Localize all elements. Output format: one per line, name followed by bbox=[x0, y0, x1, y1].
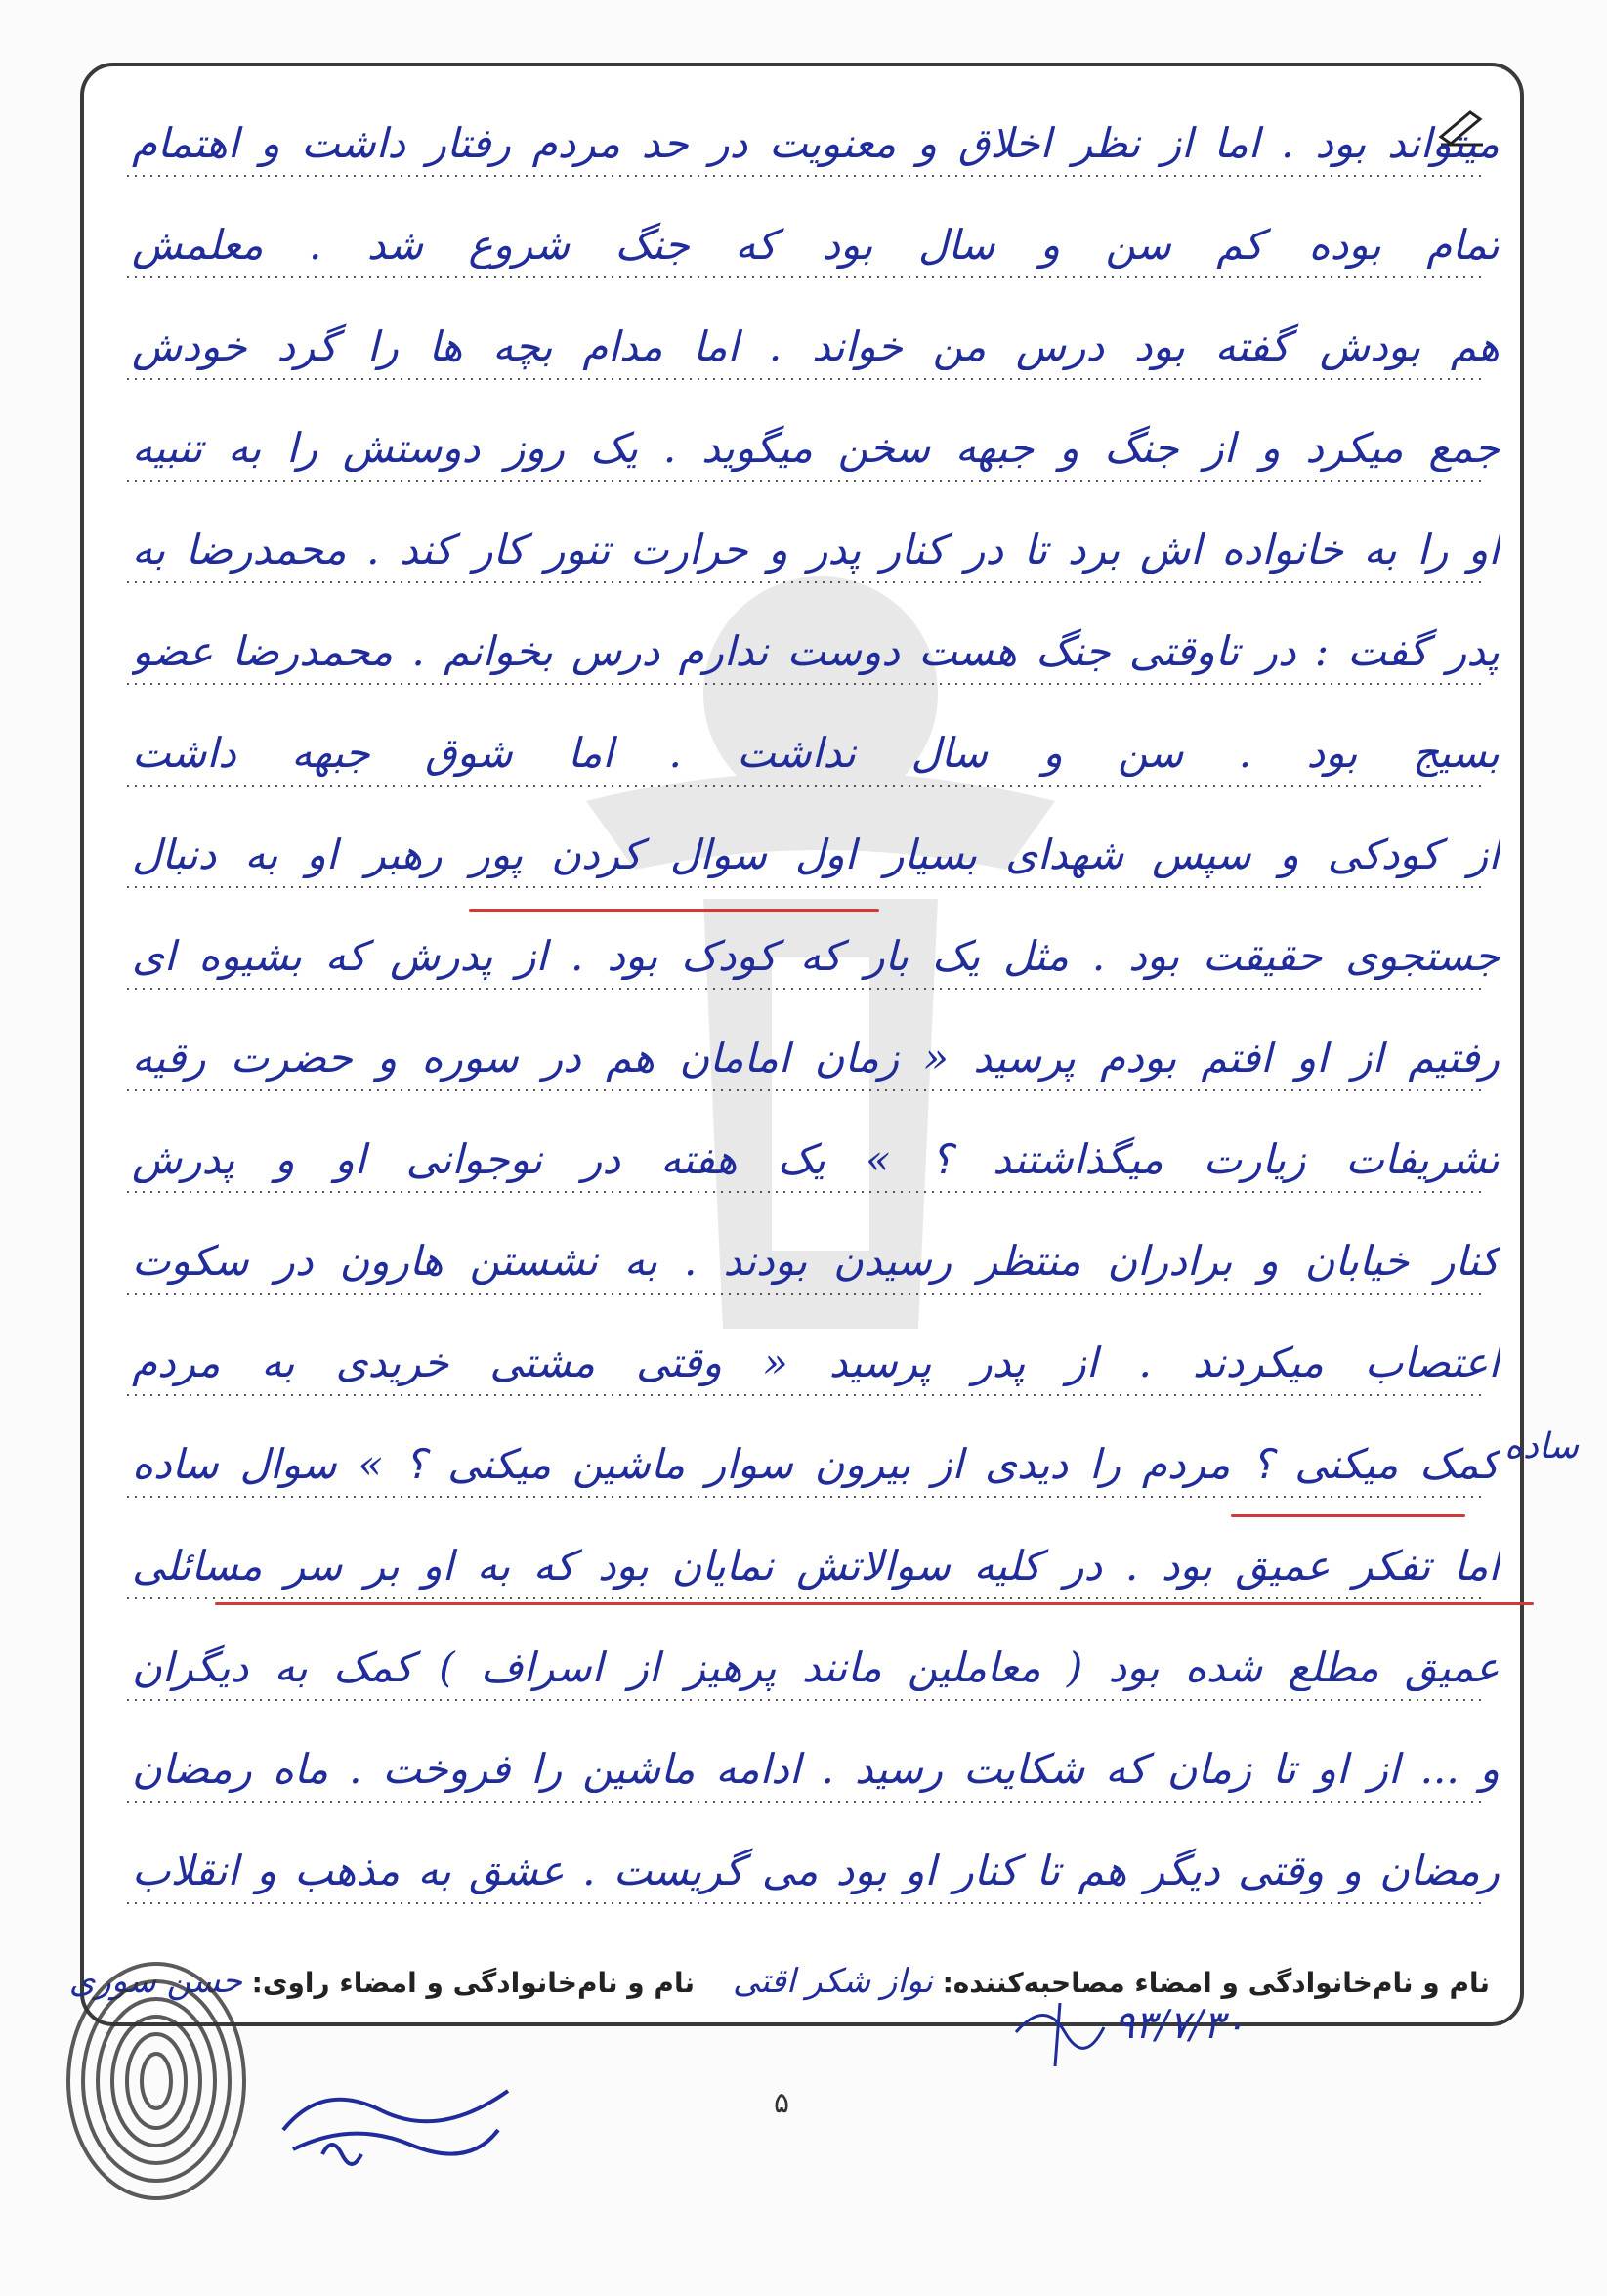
red-underline bbox=[1231, 1514, 1465, 1517]
text-line: عمیق مطلع شده بود ( معاملین مانند پرهیز از اسراف ) کمک به دیگران bbox=[132, 1643, 1500, 1691]
fingerprint-stamp bbox=[59, 1954, 254, 2208]
interviewer-name: نواز شکر اقتی bbox=[732, 1962, 933, 2001]
margin-note: ساده bbox=[1504, 1426, 1580, 1467]
text-line: تمام بوده کم سن و سال بود که جنگ شروع شد . معلمش bbox=[132, 221, 1500, 269]
interviewer-signature bbox=[1006, 1993, 1114, 2071]
text-line: تشریفات زیارت میگذاشتند ؟ » یک هفته در نوجوانی او و پدرش bbox=[132, 1135, 1500, 1183]
text-line: اما تفکر عمیق بود . در کلیه سوالاتش نمایان بود که به او بر سر مسائلی bbox=[132, 1542, 1500, 1590]
footer-signature-labels bbox=[69, 1962, 1490, 2001]
text-line: بسیج بود . سن و سال نداشت . اما شوق جبهه داشت bbox=[132, 729, 1500, 777]
text-line: پدر گفت : در تاوقتی جنگ هست دوست ندارم درس بخوانم . محمدرضا عضو bbox=[132, 627, 1500, 675]
interviewer-label: نام و نام‌خانوادگی و امضاء مصاحبه‌کننده: bbox=[942, 1967, 1490, 1999]
narrator-label: نام و نام‌خانوادگی و امضاء راوی: bbox=[251, 1967, 695, 1999]
text-line: جمع میکرد و از جنگ و جبهه سخن میگوید . یک روز دوستش را به تنبیه bbox=[132, 424, 1500, 472]
text-line: رمضان و وقتی دیگر هم تا کنار او بود می گریست . عشق به مذهب و انقلاب bbox=[132, 1847, 1500, 1894]
narrator-name: حسن سوری bbox=[68, 1962, 242, 2001]
text-line: کنار خیابان و برادران منتظر رسیدن بودند . به نشستن هارون در سکوت bbox=[132, 1237, 1500, 1285]
page-number: ۵ bbox=[773, 2086, 790, 2120]
text-line: هم بودش گفته بود درس من خواند . اما مدام بچه ها را گرد خودش bbox=[132, 322, 1500, 370]
text-line: و ... از او تا زمان که شکایت رسید . ادامه ماشین را فروخت . ماه رمضان bbox=[132, 1745, 1500, 1793]
narrator-signature bbox=[264, 2062, 528, 2169]
text-line: او را به خانواده اش برد تا در کنار پدر و حرارت تنور کار کند . محمدرضا به bbox=[132, 526, 1500, 574]
text-line: میتواند بود . اما از نظر اخلاق و معنویت در حد مردم رفتار داشت و اهتمام bbox=[132, 119, 1500, 167]
text-line: اعتصاب میکردند . از پدر پرسید « وقتی مشتی خریدی به مردم bbox=[132, 1339, 1500, 1386]
text-line: جستجوی حقیقت بود . مثل یک بار که کودک بود . از پدرش که بشیوه ای bbox=[132, 932, 1500, 980]
red-underline bbox=[469, 909, 879, 912]
text-line: از کودکی و سپس شهدای بسیار اول سوال کردن پور رهبر او به دنبال bbox=[132, 830, 1500, 878]
text-line: کمک میکنی ؟ مردم را دیدی از بیرون سوار ماشین میکنی ؟ » سوال ساده bbox=[132, 1440, 1500, 1488]
text-line: رفتیم از او افتم بودم پرسید « زمان امامان هم در سوره و حضرت رقیه bbox=[132, 1034, 1500, 1082]
date: ۹۳/۷/۳۰ bbox=[1114, 2003, 1246, 2048]
red-underline bbox=[215, 1602, 1534, 1605]
